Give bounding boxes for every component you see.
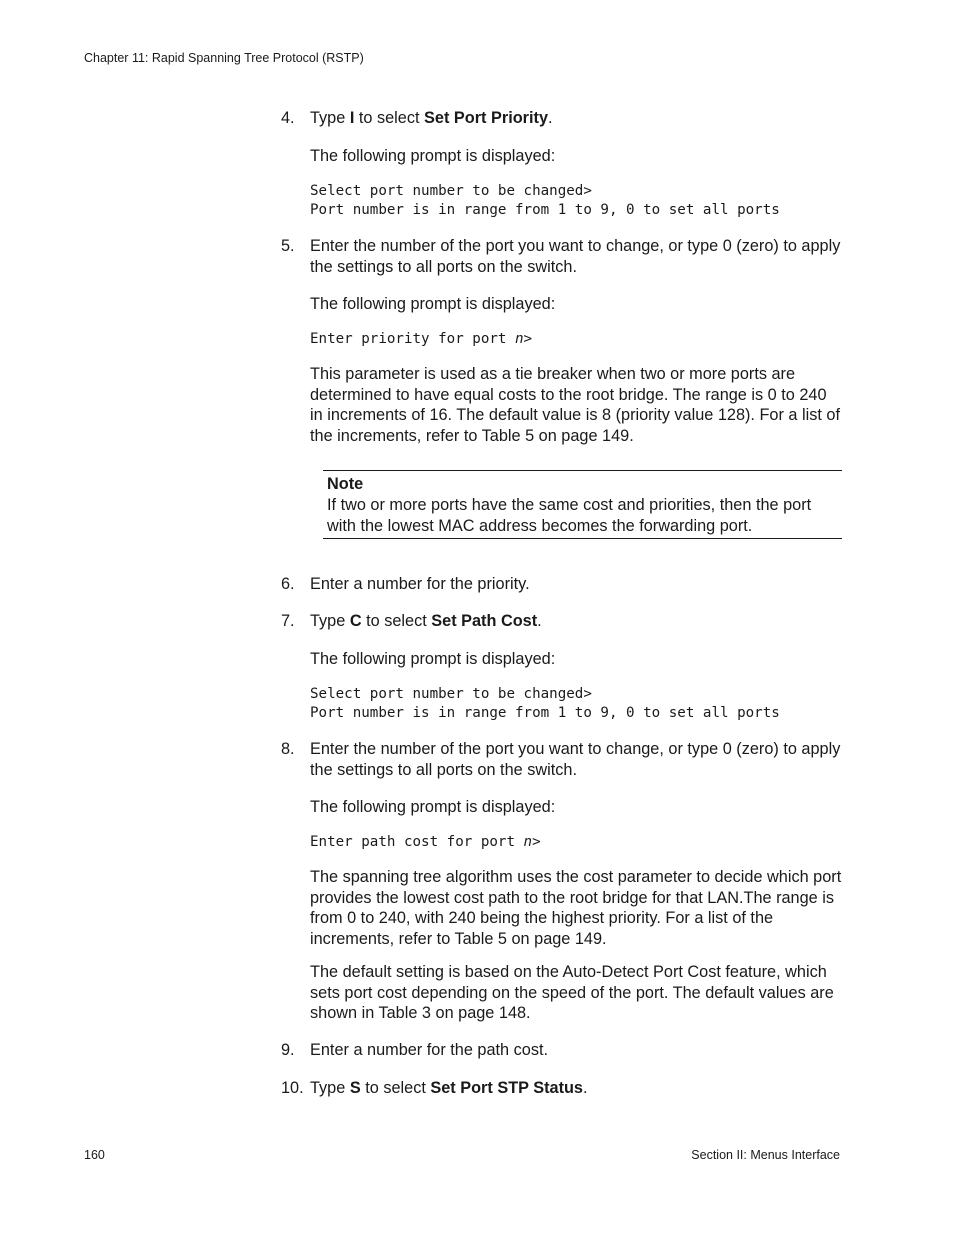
note-title: Note bbox=[327, 475, 364, 493]
code-select-port: Select port number to be changed> Port number is in range from 1 to 9, 0 to set all ports bbox=[310, 183, 780, 218]
note-box bbox=[323, 470, 842, 539]
step-5-text: Enter the number of the port you want to change, or type 0 (zero) to apply the settings to all ports on the switch. bbox=[310, 237, 841, 276]
step-4-text: Type I to select Set Port Priority. bbox=[310, 109, 553, 127]
cost-paragraph-2: The default setting is based on the Auto-Detect Port Cost feature, which sets port cost depending on the speed of the port. The default values are shown in Table 3 on page 148. bbox=[310, 963, 834, 1022]
step-7-text: Type C to select Set Path Cost. bbox=[310, 612, 542, 630]
prompt-label: The following prompt is displayed: bbox=[310, 147, 556, 165]
step-4-number: 4. bbox=[281, 109, 295, 127]
page-number: 160 bbox=[84, 1148, 105, 1162]
running-footer-section: Section II: Menus Interface bbox=[691, 1148, 840, 1162]
code-enter-priority: Enter priority for port n> bbox=[310, 331, 533, 347]
step-10-text: Type S to select Set Port STP Status. bbox=[310, 1079, 588, 1097]
step-8-text: Enter the number of the port you want to change, or type 0 (zero) to apply the settings to all ports on the switch. bbox=[310, 740, 841, 779]
code-enter-path-cost: Enter path cost for port n> bbox=[310, 834, 541, 850]
step-10-number: 10. bbox=[281, 1079, 304, 1097]
step-9-number: 9. bbox=[281, 1041, 295, 1059]
step-9-text: Enter a number for the path cost. bbox=[310, 1041, 549, 1059]
cost-paragraph-1: The spanning tree algorithm uses the cost parameter to decide which port provides the lowest cost path to the root bridge for that LAN.The range is from 0 to 240, with 240 being the highest priority. For a list of the increments, refer to Table 5 on page 149. bbox=[310, 868, 842, 948]
code-select-port: Select port number to be changed> Port number is in range from 1 to 9, 0 to set all ports bbox=[310, 686, 780, 721]
step-6-text: Enter a number for the priority. bbox=[310, 575, 530, 593]
note-body: If two or more ports have the same cost and priorities, then the port with the lowest MAC address becomes the forwarding port. bbox=[327, 496, 812, 535]
step-5-number: 5. bbox=[281, 237, 295, 255]
running-header: Chapter 11: Rapid Spanning Tree Protocol (RSTP) bbox=[84, 51, 364, 65]
prompt-label: The following prompt is displayed: bbox=[310, 798, 556, 816]
priority-paragraph: This parameter is used as a tie breaker when two or more ports are determined to have equal costs to the root bridge. The range is 0 to 240 in increments of 16. The default value is 8 (priority value 128). For a list of the increments, refer to Table 5 on page 149. bbox=[310, 365, 840, 445]
step-7-number: 7. bbox=[281, 612, 295, 630]
prompt-label: The following prompt is displayed: bbox=[310, 650, 556, 668]
step-8-number: 8. bbox=[281, 740, 295, 758]
prompt-label: The following prompt is displayed: bbox=[310, 295, 556, 313]
step-6-number: 6. bbox=[281, 575, 295, 593]
